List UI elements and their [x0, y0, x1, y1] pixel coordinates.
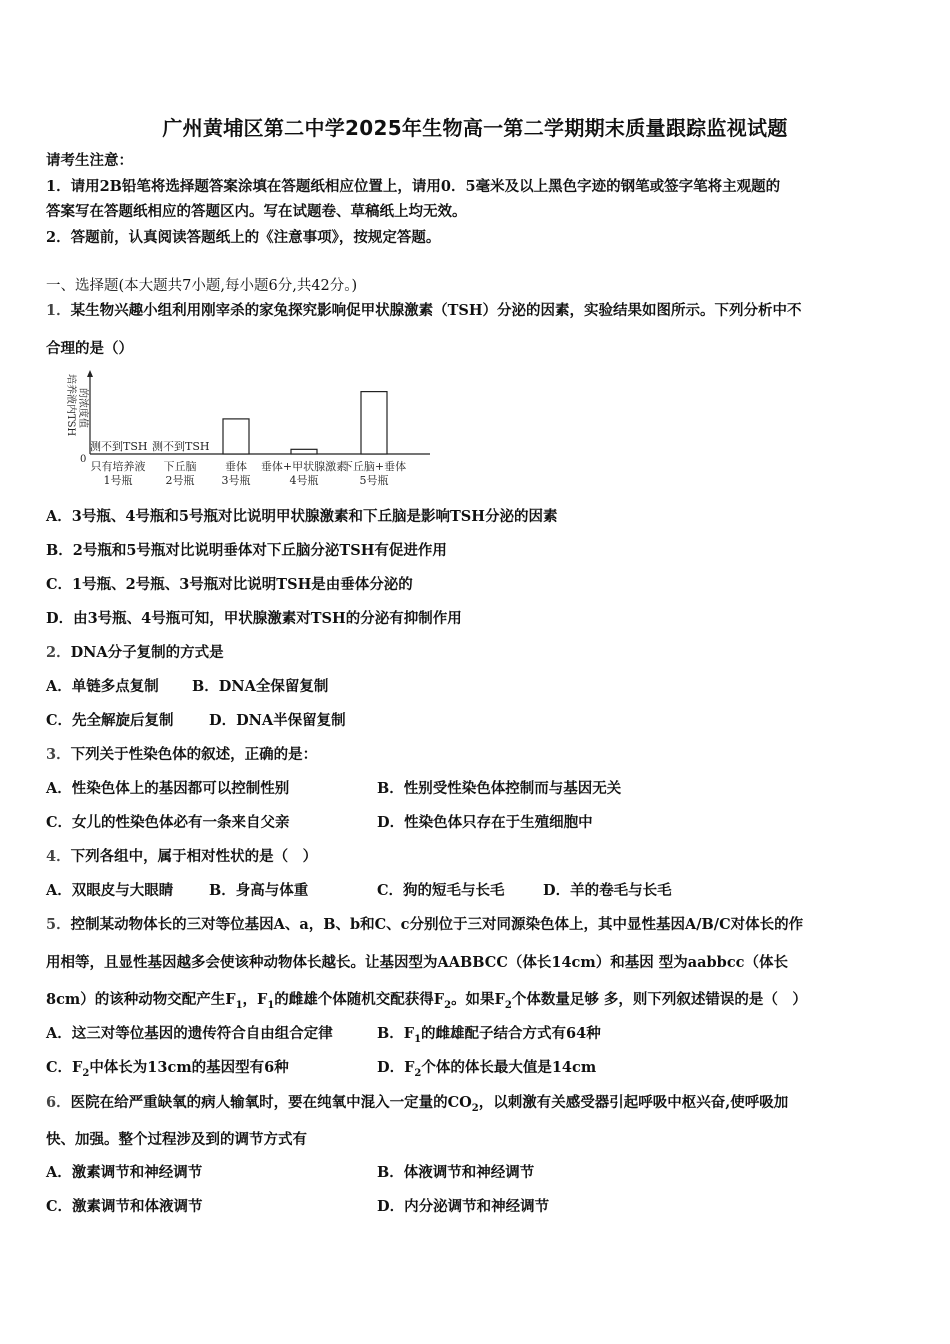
page-title: 广州黄埔区第二中学2025年生物高一第二学期期末质量跟踪监视试题: [162, 116, 788, 140]
q3-option-d[interactable]: D．性染色体只存在于生殖细胞中: [377, 814, 593, 831]
notice-heading: 请考生注意：: [46, 152, 133, 169]
q5-option-a[interactable]: A．这三对等位基因的遗传符合自由组合定律: [46, 1025, 333, 1042]
q5-sub-2a: 2: [444, 999, 452, 1011]
q1-option-a[interactable]: A．3号瓶、4号瓶和5号瓶对比说明甲状腺激素和下丘脑是影响TSH分泌的因素: [46, 508, 558, 525]
q5-stem-c-part2: ，F: [242, 991, 268, 1008]
q1-option-c[interactable]: C．1号瓶、2号瓶、3号瓶对比说明TSH是由垂体分泌的: [46, 576, 413, 593]
q5-stem-text-a: 控制某动物体长的三对等位基因A、a，B、b和C、c分别位于三对同源染色体上，其中显性基因A/B/C对体长的作: [70, 916, 804, 933]
chart-bar-4: [291, 449, 317, 454]
q5-stem-c-part5: 个体数量足够 多，则下列叙述错误的是（ ）: [511, 991, 807, 1008]
q5-option-d-part1: D．F: [377, 1059, 415, 1076]
chart-origin: 0: [80, 454, 87, 465]
q5-option-c[interactable]: [46, 1058, 289, 1084]
q5-option-d-sub: 2: [414, 1067, 422, 1079]
chart-category-3: 垂体: [225, 460, 247, 473]
q5-stem-c: [46, 990, 807, 1016]
q3-option-c[interactable]: C．女儿的性染色体必有一条来自父亲: [46, 814, 290, 831]
q4-stem-text: 下列各组中，属于相对性状的是（ ）: [70, 848, 318, 865]
notice-line-1b: 答案写在答题纸相应的答题区内。写在试题卷、草稿纸上均无效。: [46, 203, 467, 220]
q3-option-b[interactable]: B．性别受性染色体控制而与基因无关: [377, 780, 622, 797]
q5-option-c-part2: 中体长为13cm的基因型有6种: [89, 1059, 289, 1076]
q5-number: 5．: [46, 916, 71, 933]
q5-option-d[interactable]: [377, 1058, 596, 1084]
chart-bars: [223, 392, 387, 454]
q2-number: 2．: [46, 644, 71, 661]
q6-option-b[interactable]: B．体液调节和神经调节: [377, 1164, 535, 1181]
q5-stem-c-part3: 的雌雄个体随机交配获得F: [274, 991, 445, 1008]
chart-y-arrow-icon: [87, 370, 93, 377]
q5-sub-1a: 1: [235, 999, 243, 1011]
chart-bottle-5: 5号瓶: [359, 474, 389, 487]
chart-category-4: 垂体+甲状腺激素: [260, 460, 348, 473]
q2-option-d[interactable]: D．DNA半保留复制: [209, 712, 346, 729]
q2-option-b[interactable]: B．DNA全保留复制: [192, 678, 329, 695]
q5-option-b-sub: 1: [414, 1033, 422, 1045]
chart-bottle-4: 4号瓶: [289, 474, 319, 487]
q3-number: 3．: [46, 746, 71, 763]
notice-line-2: 2．答题前，认真阅读答题纸上的《注意事项》，按规定答题。: [46, 229, 441, 246]
q6-option-c[interactable]: C．激素调节和体液调节: [46, 1198, 203, 1215]
chart-bar-3: [223, 419, 249, 454]
q6-option-d[interactable]: D．内分泌调节和神经调节: [377, 1198, 550, 1215]
q6-stem-a-part2: ，以刺激有关感受器引起呼吸中枢兴奋,使呼吸加: [478, 1094, 789, 1111]
q4-option-b[interactable]: B．身高与体重: [209, 882, 309, 899]
chart-category-5: 下丘脑+垂体: [341, 460, 407, 473]
q6-stem-b: 快、加强。整个过程涉及到的调节方式有: [46, 1131, 307, 1148]
chart-ylabel-line-2: 的浓度值: [77, 388, 88, 428]
q1-stem-text-a: 某生物兴趣小组利用刚宰杀的家兔探究影响促甲状腺激素（TSH）分泌的因素，实验结果如图所示。下列分析中不: [70, 302, 802, 319]
q1-tsh-chart: [58, 368, 438, 490]
q6-stem-a-part1: 医院在给严重缺氧的病人输氧时，要在纯氧中混入一定量的CO: [70, 1094, 472, 1111]
chart-ylabel-line-1: 培养液内TSH: [65, 374, 76, 437]
q4-stem: [46, 847, 317, 867]
q5-sub-1b: 1: [267, 999, 275, 1011]
section-heading: 一、选择题(本大题共7小题,每小题6分,共42分。): [46, 278, 358, 294]
q6-number: 6．: [46, 1094, 71, 1111]
q1-option-d[interactable]: D．由3号瓶、4号瓶可知，甲状腺激素对TSH的分泌有抑制作用: [46, 610, 462, 627]
q2-stem-text: DNA分子复制的方式是: [70, 644, 224, 661]
q5-option-d-part2: 个体的体长最大值是14cm: [421, 1059, 597, 1076]
chart-bottle-1: 1号瓶: [103, 474, 133, 487]
q6-stem-a: [46, 1093, 788, 1119]
q3-option-a[interactable]: A．性染色体上的基因都可以控制性别: [46, 780, 290, 797]
q5-option-b[interactable]: [377, 1024, 601, 1050]
q5-option-b-part2: 的雌雄配子结合方式有64种: [421, 1025, 601, 1042]
q5-option-c-part1: C．F: [46, 1059, 83, 1076]
q5-stem-c-part4: 。如果F: [451, 991, 505, 1008]
notice-line-1a: 1．请用2B铅笔将选择题答案涂填在答题纸相应位置上，请用0．5毫米及以上黑色字迹的钢笔或签字笔将主观题的: [46, 178, 781, 195]
q1-stem-a: [46, 301, 802, 321]
q1-stem-b: 合理的是（）: [46, 340, 133, 357]
chart-not-detected-2: 测不到TSH: [152, 440, 210, 453]
chart-category-2: 下丘脑: [163, 460, 197, 473]
q6-co2-sub: 2: [471, 1102, 479, 1114]
q2-option-a[interactable]: A．单链多点复制: [46, 678, 159, 695]
q3-stem-text: 下列关于性染色体的叙述，正确的是：: [70, 746, 318, 763]
chart-not-detected-1: 测不到TSH: [90, 440, 148, 453]
q5-stem-b: 用相等，且显性基因越多会使该种动物体长越长。让基因型为AABBCC（体长14cm）和基因 型为aabbcc（体长: [46, 954, 788, 971]
q1-option-b[interactable]: B．2号瓶和5号瓶对比说明垂体对下丘脑分泌TSH有促进作用: [46, 542, 447, 559]
q3-stem: [46, 745, 317, 765]
q4-option-c[interactable]: C．狗的短毛与长毛: [377, 882, 505, 899]
chart-bottle-3: 3号瓶: [221, 474, 251, 487]
q4-number: 4．: [46, 848, 71, 865]
q5-stem-c-part1: 8cm）的该种动物交配产生F: [46, 991, 236, 1008]
chart-bottle-2: 2号瓶: [165, 474, 195, 487]
q5-option-c-sub: 2: [82, 1067, 90, 1079]
chart-ylabel: [65, 374, 90, 437]
q5-stem-a: [46, 915, 803, 935]
q5-sub-2b: 2: [504, 999, 512, 1011]
q4-option-a[interactable]: A．双眼皮与大眼睛: [46, 882, 174, 899]
chart-category-1: 只有培养液: [90, 460, 146, 473]
q6-option-a[interactable]: A．激素调节和神经调节: [46, 1164, 203, 1181]
chart-bar-5: [361, 392, 387, 454]
q2-stem: [46, 643, 224, 663]
q4-option-d[interactable]: D．羊的卷毛与长毛: [543, 882, 672, 899]
q5-option-b-part1: B．F: [377, 1025, 415, 1042]
q1-number: 1．: [46, 302, 71, 319]
q2-option-c[interactable]: C．先全解旋后复制: [46, 712, 174, 729]
